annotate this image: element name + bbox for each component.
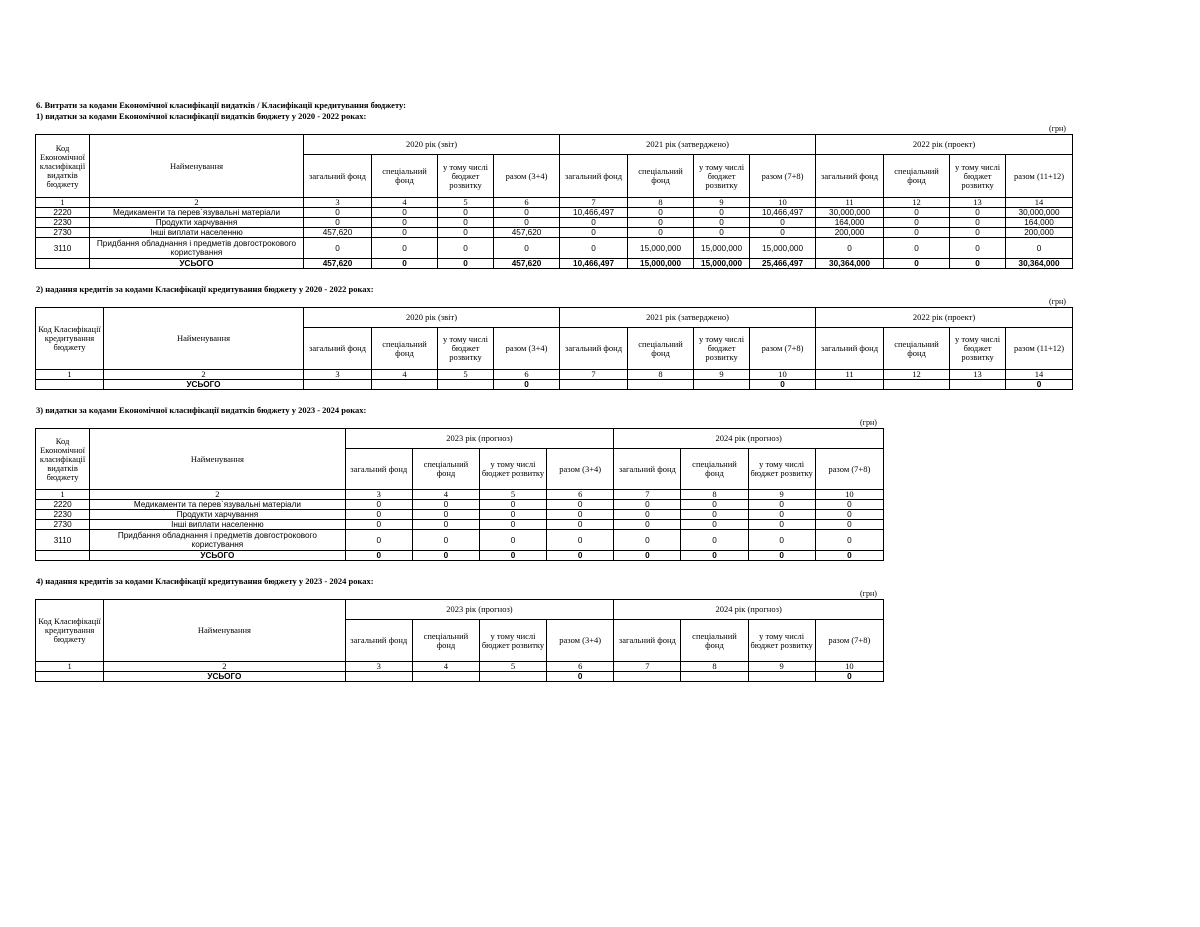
name-header: Найменування xyxy=(90,135,304,198)
column-header: разом (7+8) xyxy=(815,449,883,490)
column-number: 2 xyxy=(104,370,304,380)
cell: 0 xyxy=(438,208,494,218)
cell: 0 xyxy=(614,500,681,510)
cell: 0 xyxy=(614,510,681,520)
cell: 164,000 xyxy=(1006,218,1073,228)
table-row xyxy=(36,218,1073,228)
cell: 15,000,000 xyxy=(694,238,750,259)
table1 xyxy=(35,134,1073,269)
column-number: 10 xyxy=(750,198,816,208)
cell: 0 xyxy=(884,218,950,228)
cell: 0 xyxy=(372,228,438,238)
cell: 0 xyxy=(628,208,694,218)
column-header: загальний фонд xyxy=(345,449,412,490)
year-header: 2022 рік (проект) xyxy=(816,135,1073,155)
total-cell: 0 xyxy=(614,551,681,561)
year-header: 2024 рік (прогноз) xyxy=(614,600,884,620)
cell: 0 xyxy=(372,238,438,259)
table4 xyxy=(35,599,884,682)
column-header: загальний фонд xyxy=(614,620,681,662)
total-cell: 0 xyxy=(345,551,412,561)
cell: 0 xyxy=(681,530,748,551)
year-header: 2024 рік (прогноз) xyxy=(614,429,884,449)
column-number: 14 xyxy=(1006,198,1073,208)
column-header: загальний фонд xyxy=(816,155,884,198)
table-row xyxy=(36,238,1073,259)
cell: 0 xyxy=(694,218,750,228)
row-name: Медикаменти та перев`язувальні матеріали xyxy=(90,208,304,218)
cell: 457,620 xyxy=(304,228,372,238)
total-label: УСЬОГО xyxy=(90,259,304,269)
year-header: 2020 рік (звіт) xyxy=(304,135,560,155)
column-header: спеціальний фонд xyxy=(628,328,694,370)
cell: 164,000 xyxy=(816,218,884,228)
column-number: 6 xyxy=(547,490,614,500)
total-cell: 457,620 xyxy=(304,259,372,269)
column-header: разом (11+12) xyxy=(1006,328,1073,370)
cell: 0 xyxy=(412,520,479,530)
column-number: 10 xyxy=(815,662,883,672)
total-cell: 0 xyxy=(950,259,1006,269)
total-cell: 0 xyxy=(438,259,494,269)
cell: 0 xyxy=(547,520,614,530)
column-header: разом (7+8) xyxy=(750,328,816,370)
cell: 0 xyxy=(438,238,494,259)
total-row xyxy=(36,380,1073,390)
year-header: 2023 рік (прогноз) xyxy=(345,600,614,620)
code-header: Код Класифікації кредитування бюджету xyxy=(36,308,104,370)
column-number-row xyxy=(36,662,884,672)
column-number: 1 xyxy=(36,198,90,208)
cell: 0 xyxy=(304,238,372,259)
cell: 10,466,497 xyxy=(750,208,816,218)
name-header: Найменування xyxy=(104,308,304,370)
total-cell: 0 xyxy=(884,259,950,269)
row-code: 2730 xyxy=(36,228,90,238)
column-header: у тому числі бюджет розвитку xyxy=(950,328,1006,370)
cell: 0 xyxy=(694,228,750,238)
cell: 0 xyxy=(345,520,412,530)
column-number: 4 xyxy=(372,370,438,380)
total-code xyxy=(36,259,90,269)
cell: 0 xyxy=(748,510,815,520)
cell: 0 xyxy=(748,520,815,530)
column-header: у тому числі бюджет розвитку xyxy=(438,155,494,198)
total-cell xyxy=(614,672,681,682)
cell: 0 xyxy=(345,500,412,510)
column-header: спеціальний фонд xyxy=(681,620,748,662)
column-header: спеціальний фонд xyxy=(372,155,438,198)
column-number: 1 xyxy=(36,370,104,380)
cell: 0 xyxy=(412,530,479,551)
column-header: у тому числі бюджет розвитку xyxy=(479,449,546,490)
column-number: 8 xyxy=(628,198,694,208)
cell: 457,620 xyxy=(494,228,560,238)
column-number: 13 xyxy=(950,370,1006,380)
column-header: загальний фонд xyxy=(304,328,372,370)
total-cell xyxy=(372,380,438,390)
column-header: спеціальний фонд xyxy=(681,449,748,490)
cell: 0 xyxy=(750,218,816,228)
cell: 0 xyxy=(304,218,372,228)
cell: 0 xyxy=(547,530,614,551)
table-row xyxy=(36,530,884,551)
table-row xyxy=(36,500,884,510)
row-code: 3110 xyxy=(36,238,90,259)
cell: 200,000 xyxy=(816,228,884,238)
row-code: 2220 xyxy=(36,500,90,510)
total-cell xyxy=(816,380,884,390)
column-number: 7 xyxy=(614,662,681,672)
cell: 15,000,000 xyxy=(750,238,816,259)
table3-title: 3) видатки за кодами Економічної класифікації видатків бюджету у 2023 - 2024 роках: xyxy=(36,405,367,415)
total-cell xyxy=(694,380,750,390)
cell: 0 xyxy=(304,208,372,218)
column-number-row xyxy=(36,490,884,500)
total-cell xyxy=(681,672,748,682)
total-cell: 0 xyxy=(748,551,815,561)
column-number: 5 xyxy=(479,490,546,500)
name-header: Найменування xyxy=(104,600,346,662)
column-number: 4 xyxy=(372,198,438,208)
cell: 0 xyxy=(479,500,546,510)
total-label: УСЬОГО xyxy=(104,672,346,682)
column-header: спеціальний фонд xyxy=(372,328,438,370)
cell: 0 xyxy=(950,228,1006,238)
cell: 0 xyxy=(950,238,1006,259)
cell: 0 xyxy=(494,238,560,259)
cell: 0 xyxy=(815,520,883,530)
cell: 0 xyxy=(345,530,412,551)
total-code xyxy=(36,551,90,561)
cell: 0 xyxy=(547,500,614,510)
cell: 30,000,000 xyxy=(1006,208,1073,218)
column-header: загальний фонд xyxy=(560,328,628,370)
column-number: 8 xyxy=(628,370,694,380)
column-header: разом (11+12) xyxy=(1006,155,1073,198)
column-header: у тому числі бюджет розвитку xyxy=(438,328,494,370)
column-number: 9 xyxy=(694,370,750,380)
code-header: Код Економічної класифікації видатків бюджету xyxy=(36,135,90,198)
total-cell xyxy=(345,672,412,682)
cell: 0 xyxy=(884,228,950,238)
cell: 0 xyxy=(372,218,438,228)
total-row xyxy=(36,551,884,561)
table4-title: 4) надання кредитів за кодами Класифікації кредитування бюджету у 2023 - 2024 роках: xyxy=(36,576,374,586)
total-cell: 0 xyxy=(681,551,748,561)
total-cell: 30,364,000 xyxy=(816,259,884,269)
column-header: спеціальний фонд xyxy=(412,449,479,490)
column-header: спеціальний фонд xyxy=(628,155,694,198)
table2-title: 2) надання кредитів за кодами Класифікації кредитування бюджету у 2020 - 2022 роках: xyxy=(36,284,374,294)
table1-title: 1) видатки за кодами Економічної класифікації видатків бюджету у 2020 - 2022 роках: xyxy=(36,111,367,121)
column-number: 2 xyxy=(104,662,346,672)
cell: 0 xyxy=(950,218,1006,228)
cell: 0 xyxy=(438,218,494,228)
total-cell: 15,000,000 xyxy=(694,259,750,269)
cell: 0 xyxy=(748,500,815,510)
cell: 0 xyxy=(494,218,560,228)
cell: 0 xyxy=(748,530,815,551)
total-row xyxy=(36,672,884,682)
total-cell: 10,466,497 xyxy=(560,259,628,269)
total-cell: 15,000,000 xyxy=(628,259,694,269)
total-label: УСЬОГО xyxy=(104,380,304,390)
total-cell: 0 xyxy=(815,672,883,682)
cell: 0 xyxy=(1006,238,1073,259)
column-number: 13 xyxy=(950,198,1006,208)
column-number: 8 xyxy=(681,490,748,500)
total-code xyxy=(36,672,104,682)
column-number: 4 xyxy=(412,662,479,672)
column-number: 6 xyxy=(494,198,560,208)
column-header: у тому числі бюджет розвитку xyxy=(694,328,750,370)
total-cell: 0 xyxy=(815,551,883,561)
column-number: 3 xyxy=(304,370,372,380)
cell: 0 xyxy=(560,238,628,259)
total-cell: 0 xyxy=(372,259,438,269)
column-number-row xyxy=(36,198,1073,208)
column-number: 14 xyxy=(1006,370,1073,380)
cell: 0 xyxy=(815,530,883,551)
column-number: 5 xyxy=(479,662,546,672)
column-number: 9 xyxy=(748,662,815,672)
table2-unit: (грн) xyxy=(1049,297,1066,306)
total-cell: 30,364,000 xyxy=(1006,259,1073,269)
column-number: 6 xyxy=(547,662,614,672)
table-row xyxy=(36,510,884,520)
cell: 0 xyxy=(681,500,748,510)
column-number: 12 xyxy=(884,370,950,380)
year-header: 2023 рік (прогноз) xyxy=(345,429,614,449)
year-header: 2021 рік (затверджено) xyxy=(560,135,816,155)
cell: 0 xyxy=(372,208,438,218)
column-header: загальний фонд xyxy=(816,328,884,370)
column-number: 12 xyxy=(884,198,950,208)
total-cell xyxy=(628,380,694,390)
cell: 0 xyxy=(816,238,884,259)
row-code: 2730 xyxy=(36,520,90,530)
cell: 30,000,000 xyxy=(816,208,884,218)
row-code: 3110 xyxy=(36,530,90,551)
code-header: Код Економічної класифікації видатків бюджету xyxy=(36,429,90,490)
column-header: разом (3+4) xyxy=(547,620,614,662)
column-number: 7 xyxy=(614,490,681,500)
column-header: загальний фонд xyxy=(614,449,681,490)
cell: 0 xyxy=(681,520,748,530)
total-cell xyxy=(560,380,628,390)
column-number: 11 xyxy=(816,198,884,208)
total-cell xyxy=(950,380,1006,390)
cell: 0 xyxy=(884,238,950,259)
row-code: 2220 xyxy=(36,208,90,218)
total-cell: 0 xyxy=(412,551,479,561)
total-code xyxy=(36,380,104,390)
cell: 0 xyxy=(884,208,950,218)
cell: 0 xyxy=(412,510,479,520)
table2 xyxy=(35,307,1073,390)
column-number: 10 xyxy=(815,490,883,500)
cell: 0 xyxy=(815,500,883,510)
column-number: 6 xyxy=(494,370,560,380)
column-number: 1 xyxy=(36,662,104,672)
cell: 0 xyxy=(560,218,628,228)
column-number: 3 xyxy=(345,490,412,500)
cell: 0 xyxy=(628,228,694,238)
column-header: разом (3+4) xyxy=(494,328,560,370)
column-number: 10 xyxy=(750,370,816,380)
column-number: 4 xyxy=(412,490,479,500)
code-header: Код Класифікації кредитування бюджету xyxy=(36,600,104,662)
row-code: 2230 xyxy=(36,510,90,520)
column-header: загальний фонд xyxy=(560,155,628,198)
row-name: Інші виплати населенню xyxy=(90,520,346,530)
table-row xyxy=(36,208,1073,218)
column-header: спеціальний фонд xyxy=(412,620,479,662)
cell: 0 xyxy=(479,510,546,520)
cell: 0 xyxy=(628,218,694,228)
column-number: 2 xyxy=(90,198,304,208)
column-number: 9 xyxy=(694,198,750,208)
cell: 0 xyxy=(494,208,560,218)
column-number: 7 xyxy=(560,370,628,380)
row-name: Продукти харчування xyxy=(90,218,304,228)
cell: 0 xyxy=(479,530,546,551)
row-name: Інші виплати населенню xyxy=(90,228,304,238)
cell: 0 xyxy=(815,510,883,520)
cell: 0 xyxy=(412,500,479,510)
table3 xyxy=(35,428,884,561)
column-header: загальний фонд xyxy=(345,620,412,662)
total-cell xyxy=(304,380,372,390)
row-name: Придбання обладнання і предметів довгострокового користування xyxy=(90,530,346,551)
column-header: разом (7+8) xyxy=(815,620,883,662)
cell: 0 xyxy=(479,520,546,530)
column-number: 5 xyxy=(438,198,494,208)
cell: 0 xyxy=(950,208,1006,218)
total-cell xyxy=(438,380,494,390)
year-header: 2020 рік (звіт) xyxy=(304,308,560,328)
column-header: у тому числі бюджет розвитку xyxy=(748,620,815,662)
cell: 0 xyxy=(614,530,681,551)
cell: 0 xyxy=(345,510,412,520)
cell: 0 xyxy=(694,208,750,218)
row-name: Придбання обладнання і предметів довгострокового користування xyxy=(90,238,304,259)
column-header: у тому числі бюджет розвитку xyxy=(748,449,815,490)
total-cell: 0 xyxy=(547,551,614,561)
column-number: 8 xyxy=(681,662,748,672)
cell: 0 xyxy=(750,228,816,238)
column-number-row xyxy=(36,370,1073,380)
column-number: 3 xyxy=(304,198,372,208)
row-name: Продукти харчування xyxy=(90,510,346,520)
column-number: 9 xyxy=(748,490,815,500)
table3-unit: (грн) xyxy=(860,418,877,427)
table1-unit: (грн) xyxy=(1049,124,1066,133)
cell: 200,000 xyxy=(1006,228,1073,238)
section-title: 6. Витрати за кодами Економічної класифікації видатків / Класифікації кредитування бюджету: xyxy=(36,100,406,110)
total-label: УСЬОГО xyxy=(90,551,346,561)
table4-unit: (грн) xyxy=(860,589,877,598)
total-cell xyxy=(748,672,815,682)
total-cell xyxy=(884,380,950,390)
name-header: Найменування xyxy=(90,429,346,490)
total-cell xyxy=(479,672,546,682)
column-number: 2 xyxy=(90,490,346,500)
column-header: загальний фонд xyxy=(304,155,372,198)
row-code: 2230 xyxy=(36,218,90,228)
year-header: 2021 рік (затверджено) xyxy=(560,308,816,328)
cell: 0 xyxy=(438,228,494,238)
total-cell: 457,620 xyxy=(494,259,560,269)
column-number: 11 xyxy=(816,370,884,380)
total-cell: 0 xyxy=(750,380,816,390)
column-number: 5 xyxy=(438,370,494,380)
column-number: 1 xyxy=(36,490,90,500)
table-row xyxy=(36,228,1073,238)
cell: 15,000,000 xyxy=(628,238,694,259)
cell: 10,466,497 xyxy=(560,208,628,218)
total-cell: 25,466,497 xyxy=(750,259,816,269)
cell: 0 xyxy=(547,510,614,520)
column-header: у тому числі бюджет розвитку xyxy=(950,155,1006,198)
column-number: 7 xyxy=(560,198,628,208)
column-header: разом (3+4) xyxy=(547,449,614,490)
cell: 0 xyxy=(614,520,681,530)
total-cell: 0 xyxy=(479,551,546,561)
column-header: у тому числі бюджет розвитку xyxy=(694,155,750,198)
total-cell: 0 xyxy=(494,380,560,390)
total-cell: 0 xyxy=(1006,380,1073,390)
cell: 0 xyxy=(681,510,748,520)
year-header: 2022 рік (проект) xyxy=(816,308,1073,328)
column-header: разом (3+4) xyxy=(494,155,560,198)
column-header: у тому числі бюджет розвитку xyxy=(479,620,546,662)
column-header: спеціальний фонд xyxy=(884,155,950,198)
row-name: Медикаменти та перев`язувальні матеріали xyxy=(90,500,346,510)
column-header: разом (7+8) xyxy=(750,155,816,198)
column-number: 3 xyxy=(345,662,412,672)
total-cell xyxy=(412,672,479,682)
total-row xyxy=(36,259,1073,269)
cell: 0 xyxy=(560,228,628,238)
total-cell: 0 xyxy=(547,672,614,682)
column-header: спеціальний фонд xyxy=(884,328,950,370)
table-row xyxy=(36,520,884,530)
